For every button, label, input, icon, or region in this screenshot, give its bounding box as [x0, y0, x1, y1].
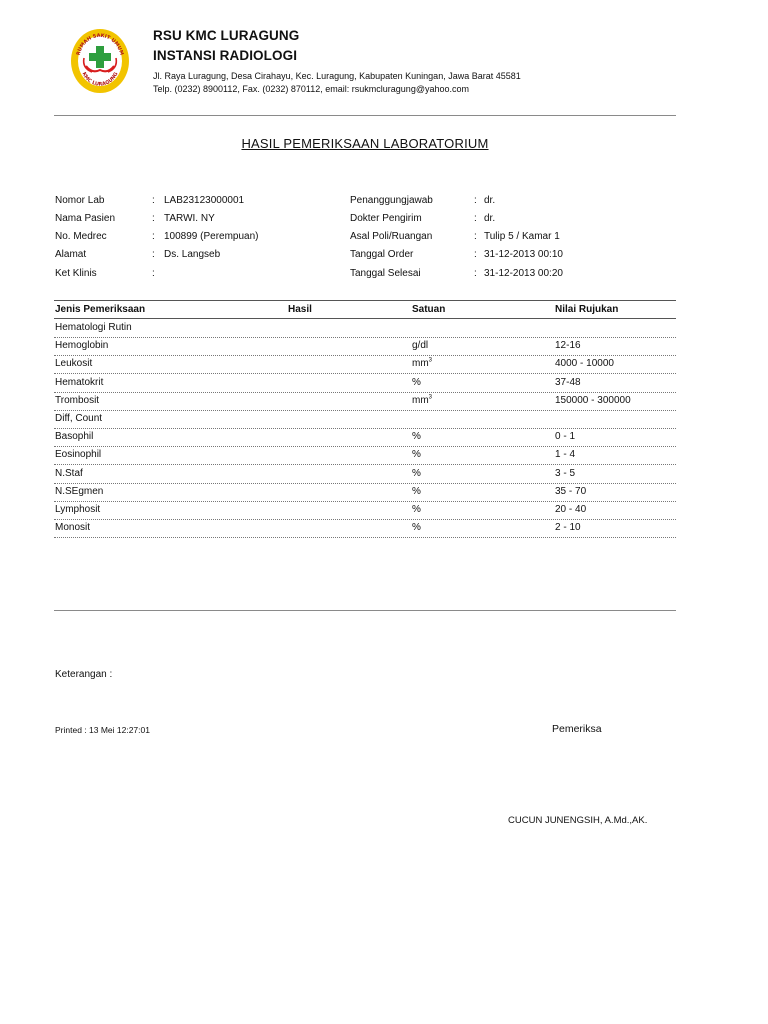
table-row-separator	[54, 428, 676, 429]
svg-text:KMC LURAGUNG: KMC LURAGUNG	[80, 71, 120, 88]
header-nilai-rujukan: Nilai Rujukan	[555, 304, 619, 315]
cell-test: Lymphosit	[55, 504, 101, 515]
cell-test: N.SEgmen	[55, 485, 104, 497]
table-row-separator	[54, 446, 676, 447]
colon: :	[152, 195, 155, 206]
cell-reference: 37-48	[555, 376, 581, 388]
label-ket-klinis: Ket Klinis	[55, 268, 97, 279]
cell-unit: %	[412, 485, 421, 497]
label-tanggal-selesai: Tanggal Selesai	[350, 268, 421, 279]
table-top-rule	[54, 300, 676, 301]
cell-reference: 1 - 4	[555, 449, 576, 461]
hospital-name: RSU KMC LURAGUNG	[153, 28, 300, 43]
hospital-logo	[70, 28, 130, 94]
hospital-address: Jl. Raya Luragung, Desa Cirahayu, Kec. Luragung, Kabupaten Kuningan, Jawa Barat 45581	[153, 71, 521, 81]
cell-test: Diff, Count	[55, 413, 103, 424]
cell-reference: 35 - 70	[555, 485, 587, 497]
department-name: INSTANSI RADIOLOGI	[153, 48, 298, 63]
table-row-separator	[54, 519, 676, 520]
value-penanggungjawab: dr.	[484, 195, 496, 206]
cell-unit: %	[412, 522, 421, 534]
label-tanggal-order: Tanggal Order	[350, 249, 414, 260]
cell-reference: 12-16	[555, 340, 581, 352]
colon: :	[474, 231, 477, 242]
value-tanggal-order: 31-12-2013 00:10	[484, 249, 563, 260]
table-row-separator	[54, 337, 676, 338]
table-row-separator	[54, 464, 676, 465]
table-row-separator	[54, 373, 676, 374]
colon: :	[474, 268, 477, 279]
label-dokter-pengirim: Dokter Pengirim	[350, 213, 422, 224]
value-alamat: Ds. Langseb	[164, 249, 221, 260]
colon: :	[474, 249, 477, 260]
table-header-rule	[54, 318, 676, 319]
cell-unit: %	[412, 431, 421, 443]
colon: :	[474, 213, 477, 224]
label-penanggungjawab: Penanggungjawab	[350, 195, 433, 206]
cell-unit: %	[412, 449, 421, 461]
cell-test: N.Staf	[55, 467, 83, 479]
label-nomor-lab: Nomor Lab	[55, 195, 105, 206]
cell-unit: g/dl	[412, 340, 429, 352]
cell-test: Hematokrit	[55, 376, 104, 388]
cell-unit: %	[412, 376, 421, 388]
table-row-separator	[54, 410, 676, 411]
unit-superscript: 3	[428, 394, 433, 401]
header-jenis-pemeriksaan: Jenis Pemeriksaan	[55, 304, 146, 315]
cell-unit-wrapper	[412, 358, 432, 369]
cell-test: Leukosit	[55, 358, 93, 370]
cell-reference: 150000 - 300000	[555, 394, 631, 406]
cell-reference: 3 - 5	[555, 467, 576, 479]
label-alamat: Alamat	[55, 249, 87, 260]
svg-text:RUMAH SAKIT UMUM: RUMAH SAKIT UMUM	[75, 32, 125, 57]
cell-unit-wrapper	[412, 395, 432, 406]
cell-unit: %	[412, 504, 421, 515]
cell-reference: 4000 - 10000	[555, 358, 614, 370]
value-dokter-pengirim: dr.	[484, 213, 496, 224]
value-asal-poli: Tulip 5 / Kamar 1	[484, 231, 560, 242]
cell-reference: 0 - 1	[555, 431, 576, 443]
colon: :	[474, 195, 477, 206]
value-tanggal-selesai: 31-12-2013 00:20	[484, 268, 563, 279]
value-no-medrec: 100899 (Perempuan)	[164, 231, 259, 242]
cell-test: Eosinophil	[55, 449, 102, 461]
cell-test: Monosit	[55, 522, 91, 534]
cell-unit: mm	[412, 358, 429, 370]
cell-unit: %	[412, 467, 421, 479]
table-row-separator	[54, 501, 676, 502]
footer-divider	[54, 610, 676, 611]
table-row-separator	[54, 355, 676, 356]
value-nama-pasien: TARWI. NY	[164, 213, 215, 224]
header-divider	[54, 115, 676, 116]
colon: :	[152, 231, 155, 242]
table-row-separator	[54, 483, 676, 484]
label-nama-pasien: Nama Pasien	[55, 213, 116, 224]
hospital-contact: Telp. (0232) 8900112, Fax. (0232) 870112, email: rsukmcluragung@yahoo.com	[153, 84, 469, 94]
colon: :	[152, 268, 155, 279]
examiner-name: CUCUN JUNENGSIH, A.Md.,AK.	[508, 815, 648, 826]
label-no-medrec: No. Medrec	[55, 231, 107, 242]
cell-test: Trombosit	[55, 394, 100, 406]
table-row-separator	[54, 537, 676, 538]
document-title: HASIL PEMERIKSAAN LABORATORIUM	[241, 136, 489, 151]
examiner-label: Pemeriksa	[552, 723, 602, 735]
value-nomor-lab: LAB23123000001	[164, 195, 245, 206]
cell-reference: 2 - 10	[555, 522, 581, 534]
header-satuan: Satuan	[412, 304, 446, 315]
cell-test: Basophil	[55, 431, 94, 443]
colon: :	[152, 213, 155, 224]
cell-test: Hemoglobin	[55, 340, 109, 352]
colon: :	[152, 249, 155, 260]
cell-unit: mm	[412, 394, 429, 406]
keterangan-label: Keterangan :	[55, 669, 113, 680]
printed-timestamp: Printed : 13 Mei 12:27:01	[55, 725, 150, 735]
cell-test: Hematologi Rutin	[55, 322, 132, 333]
unit-superscript: 3	[428, 358, 433, 365]
header-hasil: Hasil	[288, 304, 312, 315]
cell-reference: 20 - 40	[555, 504, 587, 515]
table-row-separator	[54, 392, 676, 393]
label-asal-poli: Asal Poli/Ruangan	[350, 231, 433, 242]
